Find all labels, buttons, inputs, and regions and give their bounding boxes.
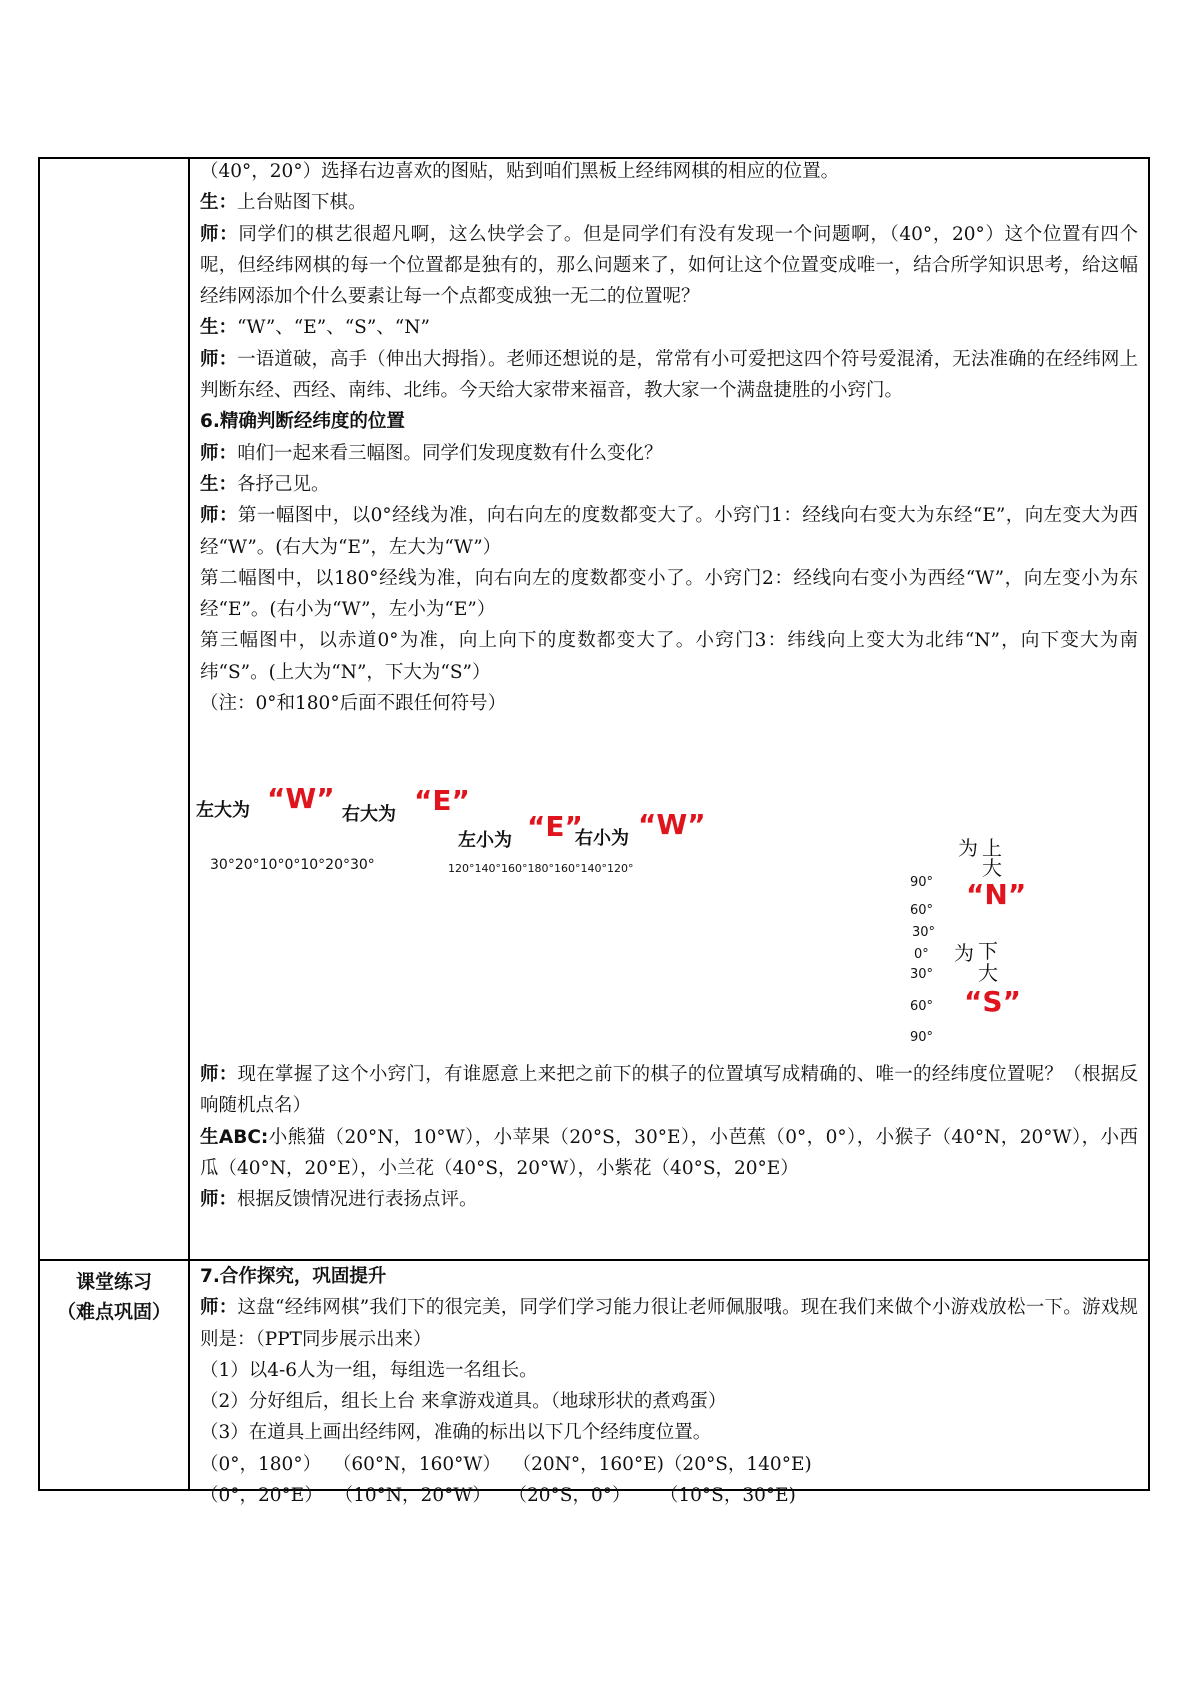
dialogue-line: 师：咱们一起来看三幅图。同学们发现度数有什么变化？ (200, 442, 663, 464)
dialogue-line: 师：第一幅图中，以0°经线为准，向右向左的度数都变大了。小窍门1：经线向右变大为东经“E”，向左变大为西经“W”。(右大为“E”，左大为“W”） (200, 505, 1138, 558)
rule-line: （2）分好组后，组长上台 来拿游戏道具。（地球形状的煮鸡蛋） (200, 1391, 727, 1413)
text-line: 第三幅图中，以赤道0°为准，向上向下的度数都变大了。小窍门3：纬线向上变大为北纬“N”，向下变大为南纬“S”。(上大为“N”，下大为“S”） (200, 630, 1138, 683)
meridian-scale-1: 30°20°10°0°10°20°30° (210, 857, 375, 873)
coord-line: （0°，20°E） （10°N，20°W） （20°S，0°） （10°S，30°E) (200, 1485, 796, 1507)
up-da-char: 大 (982, 856, 1002, 880)
dialogue-line: 生：“W”、“E”、“S”、“N” (200, 317, 430, 339)
n-marker: “N” (966, 878, 1027, 911)
text-line: 第二幅图中，以180°经线为准，向右向左的度数都变小了。小窍门2：经线向右变小为西经“W”，向左变小为东经“E”。(右小为“W”，左小为“E”） (200, 567, 1138, 621)
down-da-char: 大 (978, 961, 998, 985)
up-wei-char: 为 (958, 836, 978, 860)
column-divider (188, 159, 190, 1489)
rule-line: （3）在道具上画出经纬网，准确的标出以下几个经纬度位置。 (200, 1422, 712, 1444)
note-line: （注：0°和180°后面不跟任何符号） (200, 693, 507, 715)
row2-label (40, 1261, 188, 1327)
lat-tick: 90° (910, 1030, 934, 1045)
row2-label-line2: （难点巩固） (56, 1301, 171, 1323)
dialogue-line: 生：上台贴图下棋。 (200, 192, 367, 214)
left-small-label: 左小为 (458, 830, 512, 851)
dialogue-line: 生：各抒己见。 (200, 473, 330, 495)
text-line: （40°，20°）选择右边喜欢的图贴，贴到咱们黑板上经纬网棋的相应的位置。 (200, 161, 840, 182)
e-marker-2: “E” (527, 810, 583, 843)
dialogue-line: 师：一语道破，高手（伸出大拇指）。老师还想说的是，常常有小可爱把这四个符号爱混淆，无法准确的在经纬网上判断东经、西经、南纬、北纬。今天给大家带来福音，教大家一个满盘捷胜的小窍门。 (200, 348, 1138, 402)
lat-tick: 30° (910, 967, 934, 982)
s-marker: “S” (964, 985, 1021, 1018)
lat-long-figure (196, 781, 1138, 1061)
lat-tick: 0° (914, 947, 929, 962)
left-big-label: 左大为 (196, 800, 250, 821)
meridian-scale-2: 120°140°160°180°160°140°120° (448, 862, 634, 875)
dialogue-line: 师：这盘“经纬网棋”我们下的很完美，同学们学习能力很让老师佩服哦。现在我们来做个小游戏放松一下。游戏规则是：（PPT同步展示出来） (200, 1297, 1138, 1350)
e-marker: “E” (414, 784, 470, 817)
down-wei-char: 为 (954, 941, 974, 965)
dialogue-line: 师：同学们的棋艺很超凡啊，这么快学会了。但是同学们有没有发现一个问题啊，（40°，20°）这个位置有四个呢，但经纬网棋的每一个位置都是独有的，那么问题来了，如何让这个位置变成唯一，结合所学知识思考，给这幅经纬网添加个什么要素让每一个点都变成独一无二的位置呢？ (200, 223, 1138, 308)
up-shang-char: 上 (982, 836, 1002, 860)
lesson-table (38, 157, 1150, 1507)
w-marker-2: “W” (638, 808, 706, 841)
lat-tick: 60° (910, 999, 934, 1014)
row2-content (200, 1261, 1138, 1511)
lat-tick: 60° (910, 903, 934, 918)
dialogue-line: 师：根据反馈情况进行表扬点评。 (200, 1189, 478, 1211)
section-heading: 7.合作探究，巩固提升 (200, 1266, 387, 1287)
right-small-label: 右小为 (575, 828, 629, 849)
dialogue-line: 生ABC:小熊猫（20°N，10°W），小苹果（20°S，30°E），小芭蕉（0°，0°），小猴子（40°N，20°W），小西瓜（40°N，20°E），小兰花（40°S，20°W），小紫花（40°S，20°E） (200, 1126, 1138, 1179)
right-big-label: 右大为 (342, 804, 396, 825)
row1-content-bottom (200, 1059, 1138, 1215)
coord-line: （0°，180°） （60°N，160°W） （20N°，160°E)（20°S，140°E) (200, 1453, 812, 1475)
lat-tick: 30° (912, 925, 936, 940)
section-heading: 6.精确判断经纬度的位置 (200, 411, 405, 433)
rule-line: （1）以4-6人为一组，每组选一名组长。 (200, 1359, 538, 1381)
lat-tick: 90° (910, 875, 934, 890)
w-marker: “W” (267, 782, 335, 815)
down-xia-char: 下 (978, 939, 998, 963)
row2-label-line1: 课堂练习 (75, 1271, 152, 1293)
dialogue-line: 师：现在掌握了这个小窍门，有谁愿意上来把之前下的棋子的位置填写成精确的、唯一的经纬度位置呢？（根据反响随机点名） (200, 1064, 1138, 1117)
